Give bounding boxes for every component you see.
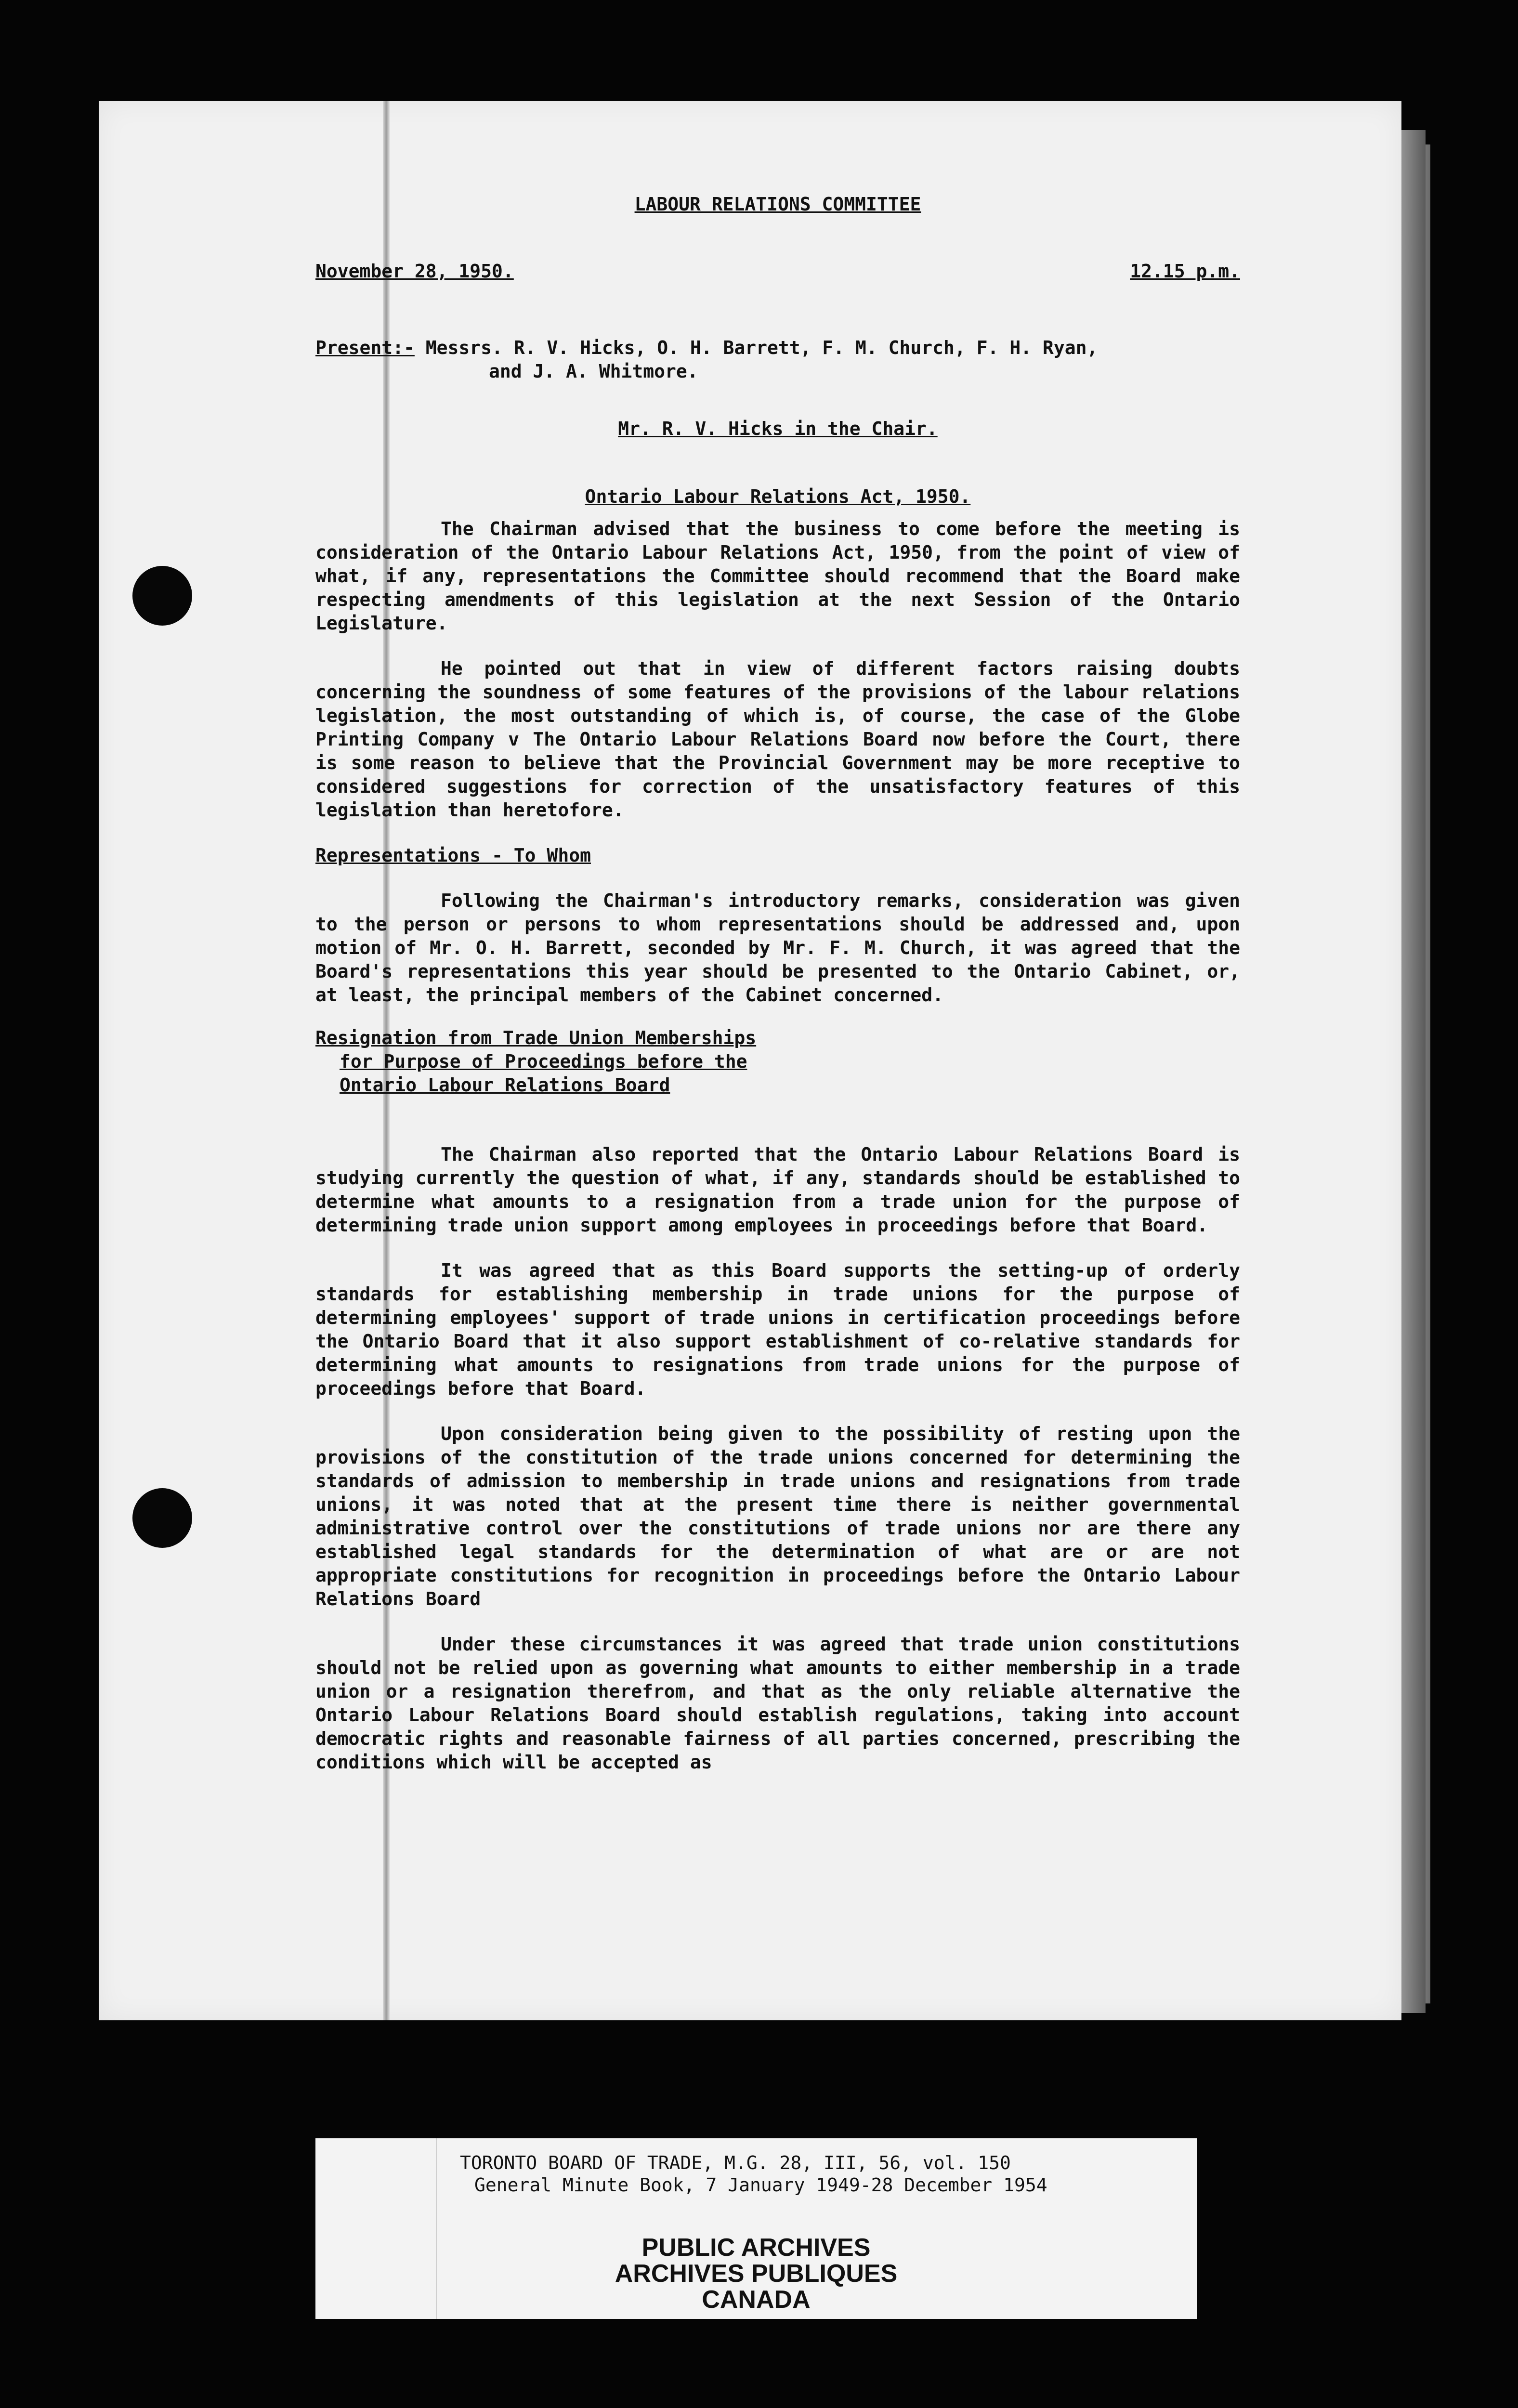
archive-country: CANADA <box>702 2286 811 2314</box>
paragraph-4: The Chairman also reported that the Ontario Labour Relations Board is studying currently the question of what, if any, standards should be established to determine what amounts to a resignation from a trade union for the purpose of determining trade union support among employees in proceedings before that Board. <box>315 1144 1240 1236</box>
paragraph-6: Upon consideration being given to the possibility of resting upon the provisions of the constitution of the trade unions concerned for determining the standards of admission to membership in trade unions and resignations from trade unions, it was noted that at the present time there is neither governmental administrative control over the constitutions of trade unions nor are there any established legal standards for the determination of what are or are not appropriate constitutions for recognition in proceedings before the Ontario Labour Relations Board <box>315 1423 1240 1610</box>
present-label: Present:- <box>315 337 415 358</box>
meeting-date: November 28, 1950. <box>315 261 514 282</box>
chair-line: Mr. R. V. Hicks in the Chair. <box>618 418 938 439</box>
present-names-1: Messrs. R. V. Hicks, O. H. Barrett, F. M. Church, F. H. Ryan, <box>425 337 1098 358</box>
archive-name-en: PUBLIC ARCHIVES <box>641 2234 871 2262</box>
archive-name <box>315 2235 1197 2313</box>
resignation-heading <box>315 1026 1240 1097</box>
punch-hole-top <box>132 566 192 626</box>
paragraph-3: Following the Chairman's introductory remarks, consideration was given to the person or persons to whom representations should be addressed and, upon motion of Mr. O. H. Barrett, seconded by Mr. F. M. Church, it was agreed that the Board's representations this year should be presented to the Ontario Cabinet, or, at least, the principal members of the Cabinet concerned. <box>315 890 1240 1006</box>
document-title: LABOUR RELATIONS COMMITTEE <box>634 194 921 215</box>
archive-ref-line-1: TORONTO BOARD OF TRADE, M.G. 28, III, 56, vol. 150 <box>460 2152 1011 2173</box>
attendees <box>315 336 1240 383</box>
archive-name-fr: ARCHIVES PUBLIQUES <box>615 2260 898 2288</box>
paragraph-1: The Chairman advised that the business to come before the meeting is consideration of the Ontario Labour Relations Act, 1950, from the point of view of what, if any, representations the Committee should recommend that the Board make respecting amendments of this legislation at the next Session of the Ontario Legislature. <box>315 518 1240 634</box>
paragraph-2: He pointed out that in view of different factors raising doubts concerning the soundness of some features of the provisions of the labour relations legislation, the most outstanding of which is, of course, the case of the Globe Printing Company v The Ontario Labour Relations Board now before the Court, there is some reason to believe that the Provincial Government may be more receptive to considered suggestions for correction of the unsatisfactory features of this legislation than heretofore. <box>315 658 1240 821</box>
resignation-heading-line-2: for Purpose of Proceedings before the <box>340 1051 747 1072</box>
archive-label <box>315 2138 1197 2319</box>
archive-reference <box>460 2152 1047 2196</box>
paragraph-5: It was agreed that as this Board supports the setting-up of orderly standards for establishing membership in trade unions for the purpose of determining employees' support of trade unions in certification proceedings before the Ontario Board that it also support establishment of co-relative standards for determining what amounts to resignations from trade unions for the purpose of proceedings before that Board. <box>315 1260 1240 1399</box>
date-time-row <box>315 260 1240 283</box>
meeting-time: 12.15 p.m. <box>1130 261 1240 282</box>
act-heading: Ontario Labour Relations Act, 1950. <box>585 486 971 507</box>
resignation-heading-line-3: Ontario Labour Relations Board <box>340 1074 670 1096</box>
present-names-2: and J. A. Whitmore. <box>489 361 698 382</box>
minutes-content <box>315 193 1240 1774</box>
resignation-heading-line-1: Resignation from Trade Union Memberships <box>315 1027 757 1048</box>
punch-hole-bottom <box>132 1488 192 1548</box>
paragraph-7: Under these circumstances it was agreed that trade union constitutions should not be relied upon as governing what amounts to either membership in a trade union or a resignation therefrom, and that as the only reliable alternative the Ontario Labour Relations Board should establish regulations, taking into account democratic rights and reasonable fairness of all parties concerned, prescribing the conditions which will be accepted as <box>315 1634 1240 1773</box>
representations-heading: Representations - To Whom <box>315 845 591 866</box>
archive-ref-line-2: General Minute Book, 7 January 1949-28 December 1954 <box>474 2174 1047 2196</box>
